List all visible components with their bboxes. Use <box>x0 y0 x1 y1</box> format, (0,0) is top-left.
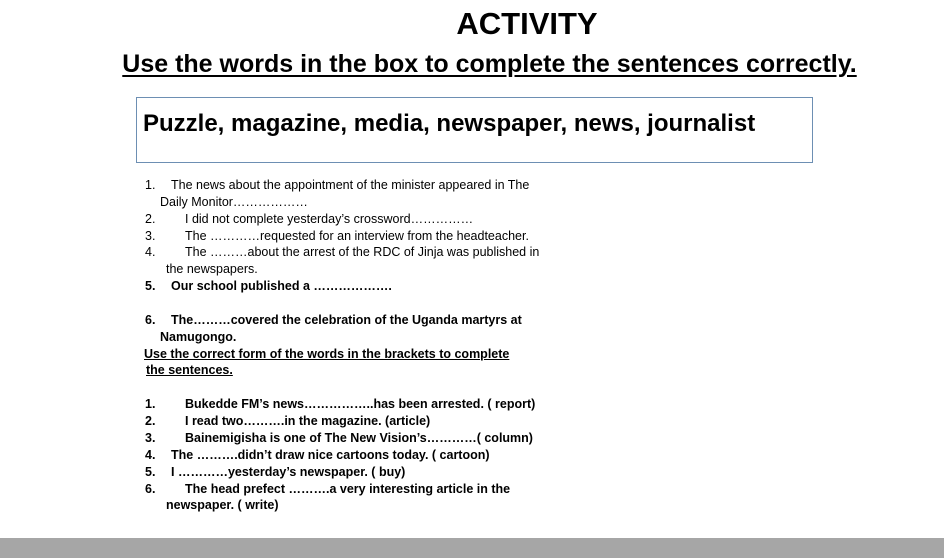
item-number: 3. <box>145 229 156 243</box>
item-text: The head prefect ……….a very interesting article in the <box>185 482 511 496</box>
item-number: 3. <box>145 431 156 445</box>
item-number: 5. <box>145 279 156 293</box>
item-text: The …………requested for an interview from the headteacher. <box>185 229 529 243</box>
item-number: 2. <box>145 212 156 226</box>
item-text: I read two……….in the magazine. (article) <box>185 414 431 428</box>
item-number: 2. <box>145 414 156 428</box>
item-text-continued: newspaper. ( write) <box>166 498 279 512</box>
item-text: The ………about the arrest of the RDC of Jinja was published in <box>185 245 540 259</box>
item-text-continued: Namugongo. <box>160 330 237 344</box>
word-box <box>136 97 813 163</box>
section-2-instruction: Use the correct form of the words in the brackets to complete <box>144 347 510 361</box>
item-text: The ……….didn’t draw nice cartoons today. ( cartoon) <box>171 448 490 462</box>
item-number: 4. <box>145 448 156 462</box>
instruction-heading: Use the words in the box to complete the sentences correctly. <box>122 50 857 78</box>
bottom-bar <box>0 538 944 558</box>
item-text: I did not complete yesterday’s crossword…………… <box>185 212 474 226</box>
item-number: 1. <box>145 397 156 411</box>
section-2-instruction-continued: the sentences. <box>146 363 233 377</box>
item-text: The news about the appointment of the minister appeared in The <box>171 178 530 192</box>
activity-title: ACTIVITY <box>456 6 598 41</box>
item-number: 4. <box>145 245 156 259</box>
item-text: Bainemigisha is one of The New Vision’s…………( column) <box>185 431 533 445</box>
word-list: Puzzle, magazine, media, newspaper, news, journalist <box>143 110 756 137</box>
item-number: 5. <box>145 465 156 479</box>
item-text: Bukedde FM’s news……………..has been arrested. ( report) <box>185 397 536 411</box>
item-text: The………covered the celebration of the Uganda martyrs at <box>171 313 522 327</box>
item-number: 6. <box>145 482 156 496</box>
item-number: 6. <box>145 313 156 327</box>
item-text-continued: the newspapers. <box>166 262 258 276</box>
item-text: Our school published a ………………. <box>171 279 392 293</box>
item-number: 1. <box>145 178 156 192</box>
item-text-continued: Daily Monitor……………… <box>160 195 308 209</box>
item-text: I …………yesterday’s newspaper. ( buy) <box>171 465 406 479</box>
